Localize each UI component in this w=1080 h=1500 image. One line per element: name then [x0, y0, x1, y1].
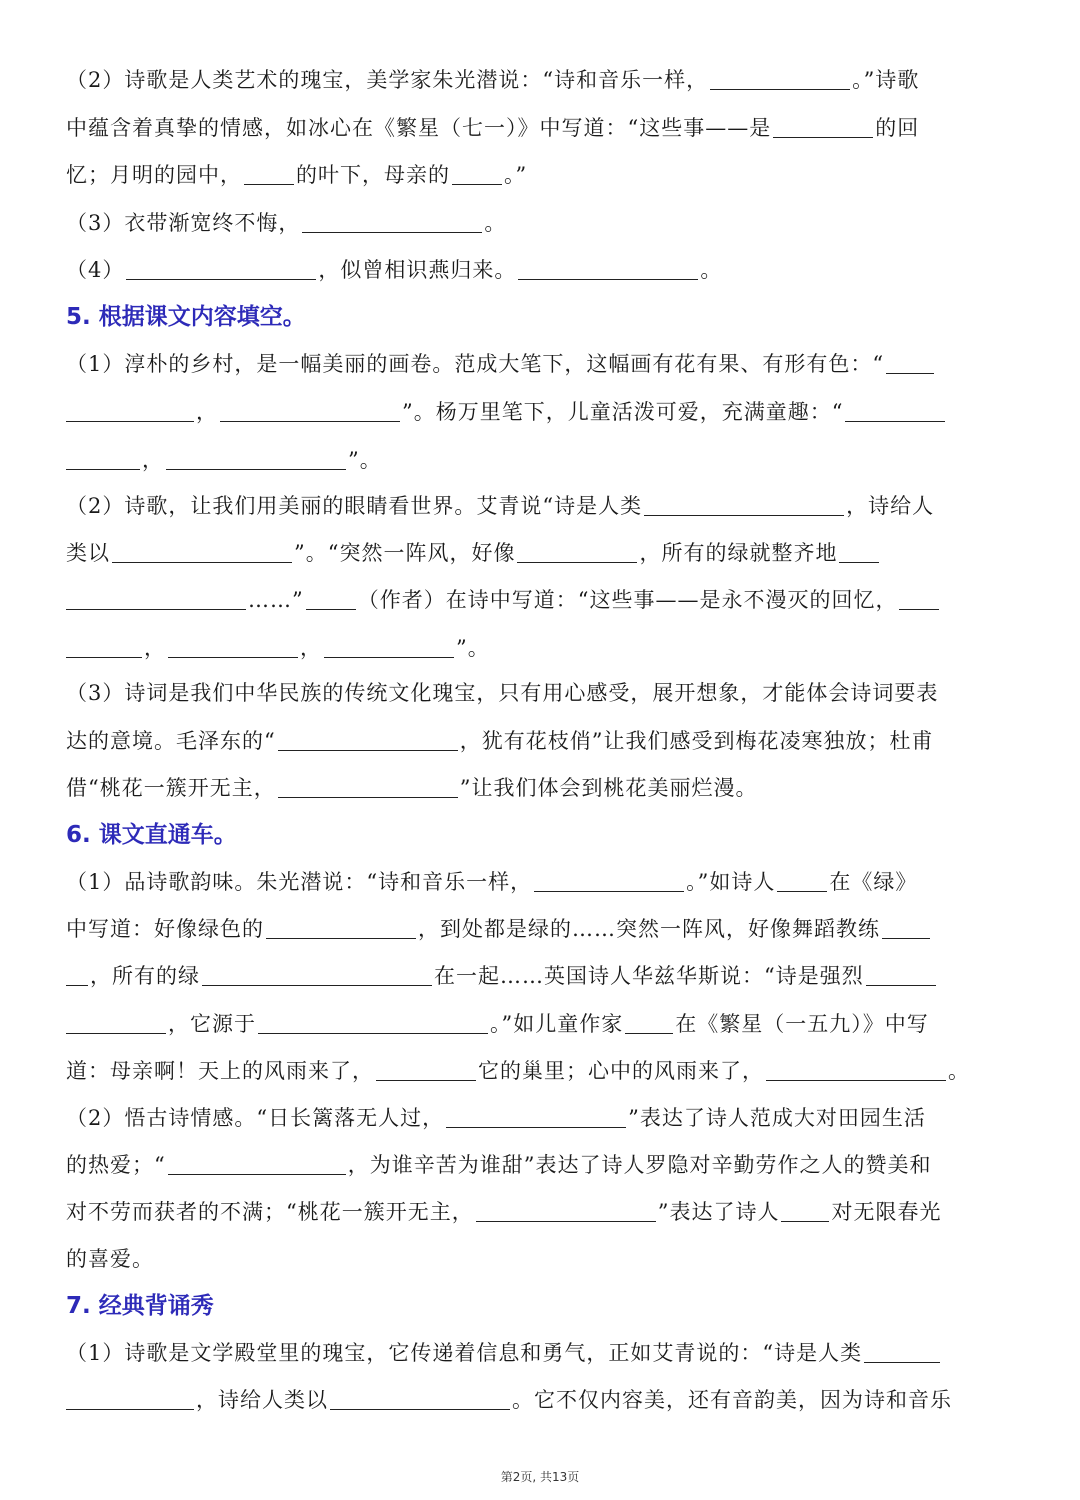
fill-blank[interactable] [644, 493, 844, 516]
text: （1）品诗歌韵味。朱光潜说：“诗和音乐一样， [66, 870, 533, 894]
text: ”表达了诗人范成大对田园生活 [628, 1106, 926, 1130]
fill-blank[interactable] [278, 728, 458, 751]
q4-item2-line3 [66, 155, 1016, 195]
q5-item1-line2 [66, 392, 1016, 432]
fill-blank[interactable] [518, 257, 698, 280]
text: ，所有的绿就整齐地 [639, 541, 838, 565]
text: 。它不仅内容美，还有音韵美，因为诗和音乐 [512, 1388, 952, 1412]
fill-blank[interactable] [446, 1105, 626, 1128]
text: 中蕴含着真挚的情感，如冰心在《繁星（七一）》中写道：“这些事——是 [66, 116, 772, 140]
fill-blank[interactable] [66, 399, 194, 422]
text: 。 [484, 211, 507, 235]
text: （作者）在诗中写道：“这些事——是永不漫灭的回忆， [357, 588, 898, 612]
fill-blank[interactable] [330, 1387, 510, 1410]
text: （1）诗歌是文学殿堂里的瑰宝，它传递着信息和勇气，正如艾青说的：“诗是人类 [66, 1341, 863, 1365]
text: ， [196, 400, 218, 424]
text: 对不劳而获者的不满；“桃花一簇开无主， [66, 1200, 474, 1224]
fill-blank[interactable] [66, 963, 88, 986]
fill-blank[interactable] [258, 1011, 488, 1034]
text: （2）诗歌是人类艺术的瑰宝，美学家朱光潜说：“诗和音乐一样， [66, 68, 709, 92]
text: 的热爱；“ [66, 1153, 166, 1177]
q6-item2-line3 [66, 1192, 1016, 1232]
fill-blank[interactable] [66, 1387, 194, 1410]
fill-blank[interactable] [66, 1011, 166, 1034]
fill-blank[interactable] [202, 963, 432, 986]
q5-item2-line1 [66, 486, 1016, 526]
text: 。”如诗人 [686, 870, 776, 894]
text: 在《繁星（一五九）》中写 [675, 1012, 929, 1036]
fill-blank[interactable] [112, 540, 292, 563]
text: 。”诗歌 [852, 68, 920, 92]
q6-item2-line1 [66, 1098, 1016, 1138]
q5-item1-line1 [66, 344, 1016, 384]
q4-item3-line [66, 203, 1016, 243]
fill-blank[interactable] [781, 1199, 829, 1222]
q6-item2-line4 [66, 1239, 1016, 1279]
text: （4） [66, 258, 125, 282]
text: 的叶下，母亲的 [296, 163, 450, 187]
text: ”表达了诗人 [657, 1200, 780, 1224]
fill-blank[interactable] [306, 587, 356, 610]
text: （3）衣带渐宽终不悔， [66, 211, 301, 235]
fill-blank[interactable] [476, 1199, 656, 1222]
fill-blank[interactable] [302, 210, 482, 233]
text: 的回 [875, 116, 920, 140]
fill-blank[interactable] [168, 635, 298, 658]
text: 借“桃花一簇开无主， [66, 776, 276, 800]
q5-item3-line3 [66, 768, 1016, 808]
fill-blank[interactable] [839, 540, 879, 563]
text: ……” [248, 588, 304, 612]
text: （2）悟古诗情感。“日长篱落无人过， [66, 1106, 445, 1130]
text: （1）淳朴的乡村，是一幅美丽的画卷。范成大笔下，这幅画有花有果、有形有色：“ [66, 352, 885, 376]
text: ”。 [348, 448, 382, 472]
q7-heading: 7. 经典背诵秀 [66, 1293, 214, 1319]
text: 的喜爱。 [66, 1247, 154, 1271]
page-footer: 第2页, 共13页 [500, 1470, 580, 1484]
text: 中写道：好像绿色的 [66, 917, 264, 941]
q5-item1-line3 [66, 440, 1016, 480]
fill-blank[interactable] [864, 1340, 940, 1363]
text: 在一起……英国诗人华兹华斯说：“诗是强烈 [434, 964, 864, 988]
text: 类以 [66, 541, 110, 565]
fill-blank[interactable] [244, 162, 294, 185]
fill-blank[interactable] [66, 447, 140, 470]
text: ，到处都是绿的……突然一阵风，好像舞蹈教练 [418, 917, 880, 941]
text: ”。“突然一阵风，好像 [294, 541, 516, 565]
text: 忆；月明的园中， [66, 163, 242, 187]
text: ，似曾相识燕归来。 [318, 258, 517, 282]
text: 它的巢里；心中的风雨来了， [478, 1059, 764, 1083]
q4-item2-line2 [66, 108, 1016, 148]
fill-blank[interactable] [126, 257, 316, 280]
text: 达的意境。毛泽东的“ [66, 729, 276, 753]
text: 。 [948, 1059, 970, 1083]
text: ， [142, 448, 164, 472]
fill-blank[interactable] [882, 916, 930, 939]
fill-blank[interactable] [266, 916, 416, 939]
q5-heading: 5. 根据课文内容填空。 [66, 304, 306, 330]
fill-blank[interactable] [220, 399, 400, 422]
q5-item2-line2 [66, 533, 1016, 573]
q4-item2-line1 [66, 60, 1016, 100]
q6-item1-line1 [66, 862, 1016, 902]
fill-blank[interactable] [452, 162, 502, 185]
fill-blank[interactable] [278, 775, 458, 798]
fill-blank[interactable] [166, 447, 346, 470]
fill-blank[interactable] [324, 635, 454, 658]
text: 。” [504, 163, 528, 187]
text: （3）诗词是我们中华民族的传统文化瑰宝，只有用心感受，展开想象，才能体会诗词要表 [66, 681, 939, 705]
fill-blank[interactable] [886, 351, 934, 374]
fill-blank[interactable] [899, 587, 939, 610]
q6-item1-line4 [66, 1004, 1016, 1044]
text: 在《绿》 [829, 870, 918, 894]
q5-item3-line1 [66, 673, 1016, 713]
text: 道：母亲啊！天上的风雨来了， [66, 1059, 374, 1083]
text: 。”如儿童作家 [490, 1012, 624, 1036]
fill-blank[interactable] [66, 635, 142, 658]
text: ”。杨万里笔下，儿童活泼可爱，充满童趣：“ [402, 400, 844, 424]
text: ，诗给人类以 [196, 1388, 328, 1412]
fill-blank[interactable] [625, 1011, 673, 1034]
text: ，犹有花枝俏”让我们感受到梅花凌寒独放；杜甫 [459, 729, 934, 753]
fill-blank[interactable] [845, 399, 945, 422]
text: ，为谁辛苦为谁甜”表达了诗人罗隐对辛勤劳作之人的赞美和 [347, 1153, 932, 1177]
q6-item1-line5 [66, 1051, 1016, 1091]
fill-blank[interactable] [710, 67, 850, 90]
fill-blank[interactable] [766, 1058, 946, 1081]
fill-blank[interactable] [517, 540, 637, 563]
fill-blank[interactable] [773, 115, 873, 138]
text: 对无限春光 [831, 1200, 942, 1224]
text: ， [300, 636, 322, 660]
text: （2）诗歌，让我们用美丽的眼睛看世界。艾青说“诗是人类 [66, 494, 643, 518]
text: ，诗给人 [846, 494, 935, 518]
q6-item1-line2 [66, 909, 1016, 949]
q5-item3-line2 [66, 721, 1016, 761]
q5-item2-line3 [66, 580, 1016, 620]
q7-item1-line2 [66, 1380, 1016, 1420]
fill-blank[interactable] [866, 963, 936, 986]
q6-item2-line2 [66, 1145, 1016, 1185]
q6-item1-line3 [66, 956, 1016, 996]
q5-item2-line4 [66, 628, 1016, 668]
fill-blank[interactable] [168, 1152, 346, 1175]
q4-item4-line [66, 250, 1016, 290]
q7-item1-line1 [66, 1333, 1016, 1373]
text: ”让我们体会到桃花美丽烂漫。 [459, 776, 758, 800]
fill-blank[interactable] [777, 869, 827, 892]
q6-heading: 6. 课文直通车。 [66, 822, 237, 848]
text: ， [144, 636, 166, 660]
text: ，它源于 [168, 1012, 256, 1036]
fill-blank[interactable] [534, 869, 684, 892]
fill-blank[interactable] [66, 587, 246, 610]
text: ”。 [456, 636, 490, 660]
fill-blank[interactable] [376, 1058, 476, 1081]
text: 。 [700, 258, 723, 282]
text: ，所有的绿 [90, 964, 200, 988]
